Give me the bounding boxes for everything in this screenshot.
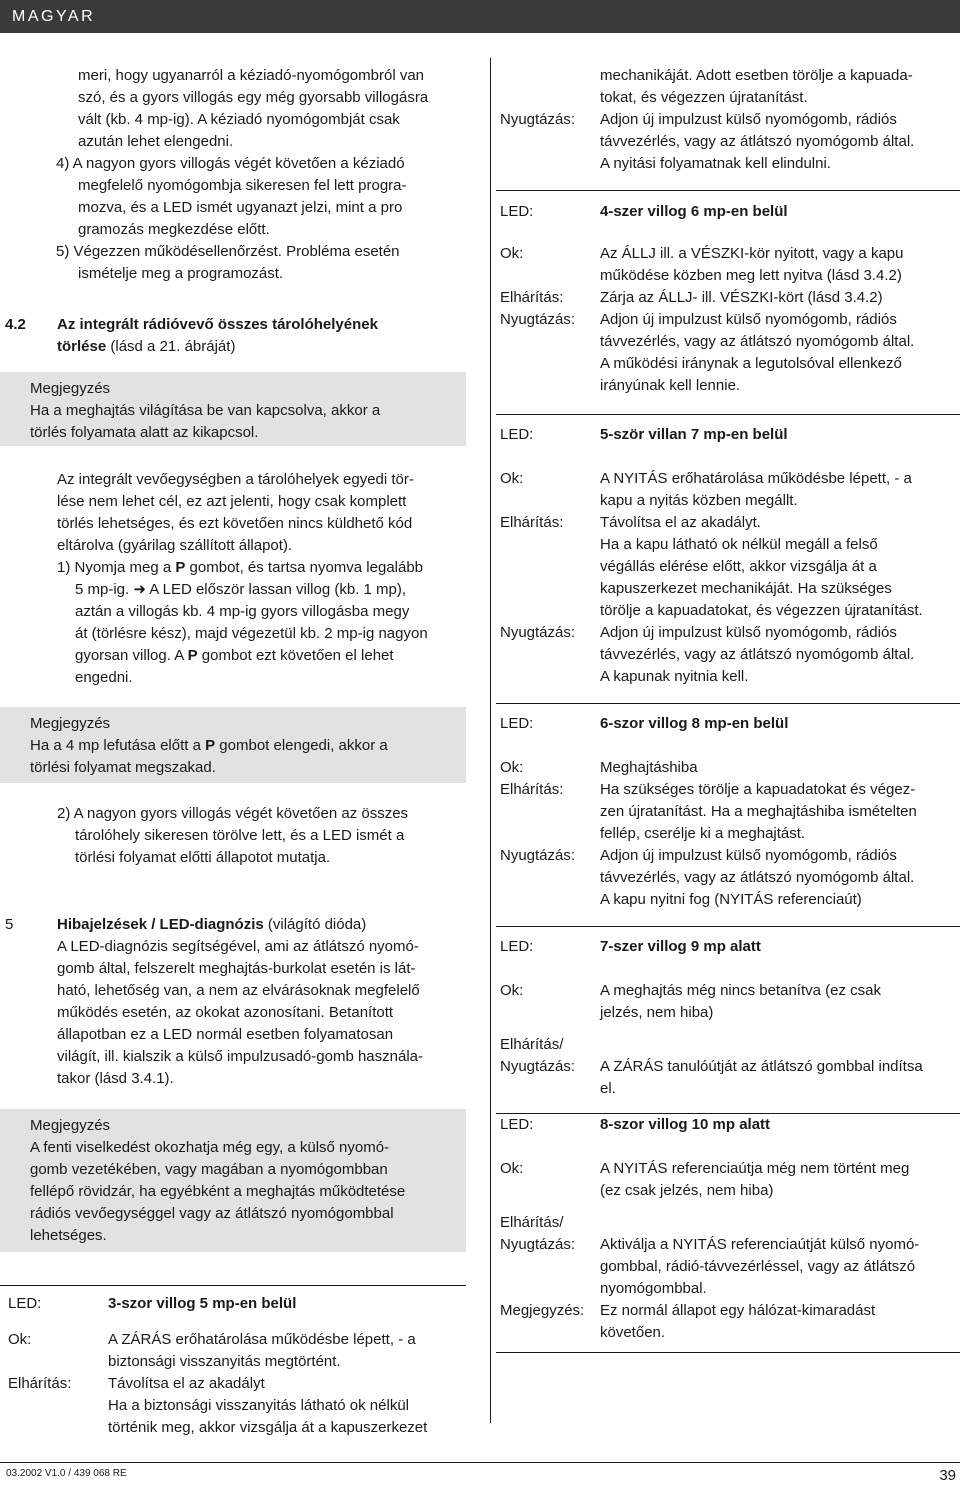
box-bottom-border (496, 1352, 960, 1353)
step1-line1 (57, 557, 477, 579)
fix-line: Távolítsa el az akadályt (108, 1375, 265, 1392)
diag-5 (500, 424, 956, 688)
ack-line: A működési iránynak a legutolsóval ellenkező (600, 355, 902, 372)
section-number: 5 (5, 916, 14, 933)
body-line: Az integrált vevőegységben a tárolóhelyek egyedi tör- (57, 471, 414, 488)
ack-line: A kapu nyitni fog (NYITÁS referenciaút) (600, 891, 862, 908)
ack-line: A nyitási folyamatnak kell elindulni. (600, 155, 831, 172)
led-value: 7-szer villog 9 mp alatt (600, 938, 761, 955)
diag-7 (500, 936, 956, 1100)
body-line: lése nem lehet cél, ez azt jelenti, hogy csak komplett (57, 493, 407, 510)
fix-line: Ha a kapu látható ok nélkül megáll a felső (600, 536, 878, 553)
diag-6 (500, 713, 956, 911)
step1-line4: át (törlésre kész), majd végezetül kb. 2 mp-ig nagyon (75, 625, 428, 642)
note-line: rádiós vevőegységgel vagy az átlátszó nyomógombbal (30, 1205, 394, 1222)
section-line: ható, lehetőség van, a nem az elvárásoknak megfelelő (57, 982, 420, 999)
footer-divider (0, 1462, 960, 1463)
box-top-border (0, 1285, 466, 1286)
cause-line: Az ÁLLJ ill. a VÉSZKI-kör nyitott, vagy a kapu (600, 245, 904, 262)
section-number: 4.2 (5, 316, 26, 333)
continued-line: mechanikáját. Adott esetben törölje a kapuada- (600, 67, 913, 84)
body-line: eltárolva (gyárilag szállított állapot). (57, 537, 293, 554)
fix-line: Ha a biztonsági visszanyitás látható ok nélkül (108, 1397, 409, 1414)
step2-line: törlési folyamat előtti állapotot mutatja. (75, 849, 331, 866)
cause-line: A ZÁRÁS erőhatárolása működésbe lépett, - a (108, 1331, 416, 1348)
ack-label: Nyugtázás: (500, 311, 576, 328)
language-label: MAGYAR (12, 8, 96, 25)
cause-line: A meghajtás még nincs betanítva (ez csak (600, 982, 881, 999)
note-heading: Megjegyzés (30, 715, 111, 732)
section-title: Az integrált rádióvevő összes tárolóhelyének (57, 316, 378, 333)
step4-line: 4) A nagyon gyors villogás végét követően a kéziadó (56, 155, 405, 172)
ack-label: Nyugtázás: (500, 847, 576, 864)
box-divider (496, 414, 960, 415)
fix-label: Elhárítás/ (500, 1214, 564, 1231)
fix-label: Elhárítás: (8, 1375, 72, 1392)
step1-text: gombot, és tartsa nyomva legalább (185, 559, 424, 576)
fix-label: Elhárítás: (500, 781, 564, 798)
intro-text (30, 65, 480, 285)
p-key: P (175, 559, 186, 576)
fix-line: Távolítsa el az akadályt. (600, 514, 761, 531)
step2-line: 2) A nagyon gyors villogás végét követően az összes (57, 805, 409, 822)
fix-line: Zárja az ÁLLJ- ill. VÉSZKI-kört (lásd 3.4.2) (600, 289, 883, 306)
fix-label: Elhárítás: (500, 514, 564, 531)
ack-line: távvezérlés, vagy az átlátszó nyomógomb által. (600, 646, 915, 663)
cause-line: Meghajtáshiba (600, 759, 698, 776)
diag-4 (500, 201, 956, 397)
fix-line: végállás elérése előtt, akkor vizsgálja át a (600, 558, 877, 575)
led-label: LED: (500, 715, 534, 732)
fix-line: törölje a kapuadatokat, és végezzen újratanítást. (600, 602, 923, 619)
intro-line: meri, hogy ugyanarról a kéziadó-nyomógombról van (78, 67, 425, 84)
column-divider (490, 58, 491, 1423)
step2-text (57, 803, 477, 869)
doc-reference: 03.2002 V1.0 / 439 068 RE (6, 1468, 127, 1479)
note-box (0, 707, 466, 783)
note-text: gombot elengedi, akkor a (215, 737, 388, 754)
section-title-rest: (világító dióda) (263, 916, 367, 933)
fix-line: Aktiválja a NYITÁS referenciaútját külső nyomó- (600, 1236, 920, 1253)
intro-line: vált (kb. 4 mp-ig). A kéziadó nyomógombját csak (78, 111, 400, 128)
ack-line: távvezérlés, vagy az átlátszó nyomógomb által. (600, 869, 915, 886)
section-4-2-body (57, 469, 477, 689)
step1-text: 1) Nyomja meg a (57, 559, 176, 576)
note-text: Ha a 4 mp lefutása előtt a (30, 737, 206, 754)
fix-line: gombbal, rádió-távvezérléssel, vagy az átlátszó (600, 1258, 916, 1275)
section-line: A LED-diagnózis segítségével, ami az átlátszó nyomó- (57, 938, 419, 955)
cause-label: Ok: (500, 245, 524, 262)
diag-8 (500, 1114, 956, 1344)
section-line: működés esetén, az okokat azonosítani. Betanított (57, 1004, 394, 1021)
step4-line: gramozás megkezdése előtt. (78, 221, 270, 238)
step1-text: A LED először lassan villog (kb. 1 mp), (145, 581, 407, 598)
intro-line: azután lehet elengedni. (78, 133, 234, 150)
step1-text: gombot ezt követően el lehet (197, 647, 394, 664)
cause-line: kapu a nyitás közben megállt. (600, 492, 798, 509)
section-title-bold: törlése (57, 338, 107, 355)
ack-label: Nyugtázás: (500, 1058, 576, 1075)
step1-line5 (57, 645, 477, 667)
cause-line: működése közben meg lett nyitva (lásd 3.4.2) (600, 267, 902, 284)
step1-text: 5 mp-ig. (75, 581, 134, 598)
fix-label: Elhárítás/ (500, 1036, 564, 1053)
section-4-2-heading (5, 314, 475, 358)
language-header (0, 0, 960, 33)
step1-text: gyorsan villog. A (75, 647, 188, 664)
fix-line: A ZÁRÁS tanulóútját az átlátszó gombbal indítsa (600, 1058, 923, 1075)
step5-line: 5) Végezzen működésellenőrzést. Probléma esetén (56, 243, 400, 260)
fix-line: zen újratanítást. Ha a meghajtáshiba ismételten (600, 803, 917, 820)
fix-line: nyomógombbal. (600, 1280, 707, 1297)
ack-line: irányúnak kell lennie. (600, 377, 741, 394)
led-value: 8-szor villog 10 mp alatt (600, 1116, 771, 1133)
note-line: törlés folyamata alatt az kikapcsol. (30, 424, 259, 441)
ack-line: Adjon új impulzust külső nyomógomb, rádiós (600, 624, 897, 641)
section-line: gomb által, felszerelt meghajtás-burkolat esetén is lát- (57, 960, 416, 977)
box-divider (496, 926, 960, 927)
led-value: 6-szor villog 8 mp-en belül (600, 715, 789, 732)
p-key: P (205, 737, 216, 754)
fix-line: fellép, cserélje ki a meghajtást. (600, 825, 806, 842)
cause-label: Ok: (500, 759, 524, 776)
ack-line: távvezérlés, vagy az átlátszó nyomógomb által. (600, 333, 915, 350)
led-label: LED: (500, 938, 534, 955)
section-title-ref: (lásd a 21. ábráját) (106, 338, 236, 355)
note-line: gomb vezetékében, vagy magában a nyomógombban (30, 1161, 388, 1178)
fix-line: kapuszerkezet mechanikáját. Ha szükséges (600, 580, 892, 597)
step4-line: megfelelő nyomógombja sikeresen fel lett progra- (78, 177, 407, 194)
fix-line: Ha szükséges törölje a kapuadatokat és végez- (600, 781, 916, 798)
cause-label: Ok: (500, 982, 524, 999)
page-number: 39 (939, 1467, 956, 1484)
cause-label: Ok: (500, 1160, 524, 1177)
ack-line: A kapunak nyitnia kell. (600, 668, 749, 685)
step2-line: tárolóhely sikeresen törölve lett, és a LED ismét a (75, 827, 405, 844)
ack-label: Nyugtázás: (500, 111, 576, 128)
note-line: fellépő rövidzár, ha egyébként a meghajtás működtetése (30, 1183, 406, 1200)
ack-line: Adjon új impulzust külső nyomógomb, rádiós (600, 847, 897, 864)
step1-line3: aztán a villogás kb. 4 mp-ig gyors villogásba megy (75, 603, 410, 620)
led-value: 3-szor villog 5 mp-en belül (108, 1295, 297, 1312)
led-label: LED: (8, 1295, 42, 1312)
arrow-icon: ➜ (133, 581, 146, 598)
note-line: követően. (600, 1324, 666, 1341)
note-line (30, 735, 466, 757)
note-label: Megjegyzés: (500, 1302, 585, 1319)
body-line: törlés lehetséges, és ezt követően nincs küldhető kód (57, 515, 413, 532)
fix-label: Elhárítás: (500, 289, 564, 306)
led-label: LED: (500, 426, 534, 443)
cause-label: Ok: (500, 470, 524, 487)
cause-line: A NYITÁS referenciaútja még nem történt meg (600, 1160, 910, 1177)
step4-line: mozva, és a LED ismét ugyanazt jelzi, mint a pro (78, 199, 403, 216)
note-line: Ha a meghajtás világítása be van kapcsolva, akkor a (30, 402, 381, 419)
note-heading: Megjegyzés (30, 380, 111, 397)
step1-line2 (57, 579, 477, 601)
cause-label: Ok: (8, 1331, 32, 1348)
note-box (0, 372, 466, 446)
step1-line6: engedni. (75, 669, 133, 686)
led-label: LED: (500, 1116, 534, 1133)
p-key: P (187, 647, 198, 664)
cause-line: A NYITÁS erőhatárolása működésbe lépett, - a (600, 470, 912, 487)
note-heading: Megjegyzés (30, 1117, 111, 1134)
cause-line: biztonsági visszanyitás megtörtént. (108, 1353, 341, 1370)
section-5 (5, 914, 475, 1090)
note-line: törlési folyamat megszakad. (30, 759, 216, 776)
diag-3 (8, 1293, 468, 1439)
intro-line: szó, és a gyors villogás egy még gyorsabb villogásra (78, 89, 429, 106)
step5-line: ismételje meg a programozást. (78, 265, 284, 282)
box-divider (496, 703, 960, 704)
led-value: 4-szer villog 6 mp-en belül (600, 203, 788, 220)
note-line: Ez normál állapot egy hálózat-kimaradást (600, 1302, 876, 1319)
led-label: LED: (500, 203, 534, 220)
ack-line: Adjon új impulzust külső nyomógomb, rádiós (600, 311, 897, 328)
ack-label: Nyugtázás: (500, 624, 576, 641)
section-line: állapotban ez a LED normál esetben folyamatosan (57, 1026, 394, 1043)
cause-line: jelzés, nem hiba) (600, 1004, 714, 1021)
ack-line: távvezérlés, vagy az átlátszó nyomógomb által. (600, 133, 915, 150)
section-line: takor (lásd 3.4.1). (57, 1070, 174, 1087)
section-title-bold: Hibajelzések / LED-diagnózis (57, 916, 264, 933)
led-value: 5-ször villan 7 mp-en belül (600, 426, 788, 443)
box-divider (496, 190, 960, 191)
fix-line: történik meg, akkor vizsgálja át a kapuszerkezet (108, 1419, 428, 1436)
note-box (0, 1109, 466, 1252)
note-line: A fenti viselkedést okozhatja még egy, a külső nyomó- (30, 1139, 390, 1156)
continued-line: tokat, és végezzen újratanítást. (600, 89, 808, 106)
ack-line: Adjon új impulzust külső nyomógomb, rádiós (600, 111, 897, 128)
cause-line: (ez csak jelzés, nem hiba) (600, 1182, 774, 1199)
fix-line: el. (600, 1080, 616, 1097)
right-top (500, 65, 956, 175)
ack-label: Nyugtázás: (500, 1236, 576, 1253)
section-line: világít, ill. kialszik a külső impulzusadó-gomb használa- (57, 1048, 423, 1065)
note-line: lehetséges. (30, 1227, 107, 1244)
